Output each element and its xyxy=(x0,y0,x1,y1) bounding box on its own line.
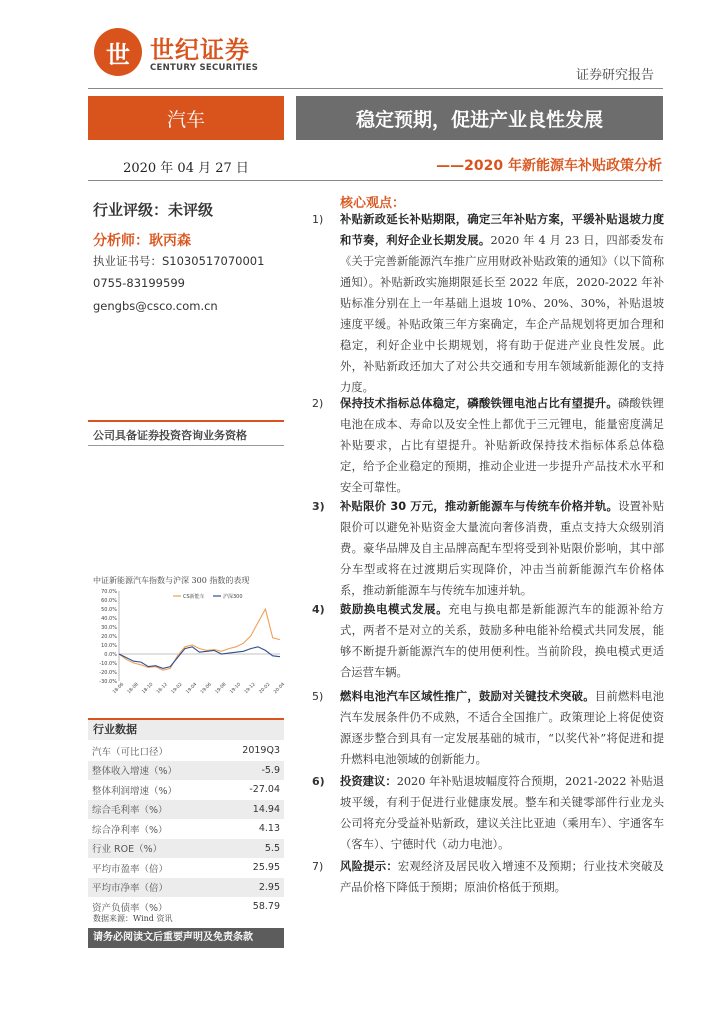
x-tick-label: 18-06 xyxy=(112,682,126,696)
y-tick-label: 50.0% xyxy=(101,607,117,613)
point-highlight: 燃料电池汽车区域性推广，鼓励对关键技术突破。 xyxy=(340,690,595,703)
y-tick-label: 0.0% xyxy=(104,652,117,658)
row-label: 行业 ROE（%） xyxy=(88,839,219,859)
x-tick-label: 18-10 xyxy=(141,682,155,696)
series-line-0 xyxy=(119,609,280,670)
table-row xyxy=(88,780,284,800)
row-value: 58.79 xyxy=(252,901,280,913)
row-label: 综合毛利率（%） xyxy=(88,800,219,820)
qualification-top-rule xyxy=(88,420,284,422)
point-number: 7) xyxy=(312,860,324,873)
row-label: 整体收入增速（%） xyxy=(88,761,219,781)
point-highlight: 补贴新政延长补贴期限，确定三年补贴方案，平缓补贴退坡力度和节奏，利好企业长期发展。 xyxy=(340,213,664,247)
y-tick-label: 30.0% xyxy=(101,625,117,631)
point-2 xyxy=(312,393,664,498)
point-text: 宏观经济及居民收入增速不及预期；行业技术突破及产品价格下降低于预期；原油价格低于预期。 xyxy=(340,860,664,894)
point-3 xyxy=(312,496,664,601)
point-highlight: 保持技术指标总体稳定，磷酸铁锂电池占比有望提升。 xyxy=(340,397,618,410)
point-text: 磷酸铁锂电池在成本、寿命以及安全性上都优于三元锂电，能量密度满足补贴要求，占比有望提升。补贴新政保持技术指标体系总体稳定，给予企业稳定的预期，推动企业进一步提升产品技术水平和安全可靠性。 xyxy=(340,397,664,494)
logo-glyph: 世 xyxy=(106,40,130,69)
point-text: 充电与换电都是新能源汽车的能源补给方式，两者不是对立的关系，鼓励多种电能补给模式共同发展，能够不断提升新能源汽车的使用便利性。当前阶段，换电模式更适合运营车辆。 xyxy=(340,603,664,679)
table-row xyxy=(88,858,284,878)
point-highlight: 风险提示： xyxy=(340,860,398,873)
report-date: 2020 年 04 月 27 日 xyxy=(123,161,249,176)
row-label: 资产负债率（%） xyxy=(92,902,168,914)
point-text: 2020 年 4 月 23 日，四部委发布《关于完善新能源汽车推广应用财政补贴政策的通知》（以下简称通知）。补贴新政实施期限延长至 2022 年底，2020-2022 年补贴标准分别在上一年基础上退坡 10%、20%、30%，补贴退坡速度平缓。补贴政策三年方案确定，车企产品规划将更加合理和稳定，利好企业中长期规划，将有助于促进产业良性发展。此外，补贴新政还加大了对公共交通和专用车领域新能源化的支持力度。 xyxy=(340,234,664,394)
data-source: 数据来源：Wind 资讯 xyxy=(93,914,173,923)
row-value: 25.95 xyxy=(252,862,280,874)
point-number: 3) xyxy=(312,500,325,513)
y-tick-label: -10.0% xyxy=(99,661,117,667)
chart-title: 中证新能源汽车指数与沪深 300 指数的表现 xyxy=(93,576,250,585)
point-7 xyxy=(312,856,664,898)
point-number: 6) xyxy=(312,775,325,788)
point-number: 2) xyxy=(312,397,324,410)
qualification-bottom-rule xyxy=(88,445,284,446)
row-label: 平均市净率（倍） xyxy=(88,878,219,898)
table-row xyxy=(88,819,284,839)
point-1 xyxy=(312,209,664,398)
point-number: 1) xyxy=(312,213,324,226)
header-divider xyxy=(88,88,663,89)
x-tick-label: 18-12 xyxy=(156,682,169,696)
x-tick-label: 20-02 xyxy=(258,682,272,696)
table-row xyxy=(88,839,284,859)
x-tick-label: 18-08 xyxy=(126,682,140,696)
x-tick-label: 19-10 xyxy=(229,682,243,696)
row-value: 14.94 xyxy=(219,800,284,820)
table-row xyxy=(88,800,284,820)
y-tick-label: -20.0% xyxy=(99,670,117,676)
point-number: 4) xyxy=(312,603,325,616)
chart-svg xyxy=(93,587,287,697)
row-value: 2019Q3 xyxy=(242,745,280,757)
x-tick-label: 19-06 xyxy=(200,682,213,696)
y-tick-label: 10.0% xyxy=(101,643,117,649)
x-tick-label: 19-04 xyxy=(185,682,199,696)
x-tick-label: 19-12 xyxy=(243,682,257,696)
qualification-statement: 公司具备证券投资咨询业务资格 xyxy=(93,429,247,442)
x-tick-label: 19-02 xyxy=(170,682,184,696)
row-value: 5.5 xyxy=(219,839,284,859)
point-5 xyxy=(312,686,664,770)
legend-label: 沪深300 xyxy=(223,594,243,600)
report-title: 稳定预期，促进产业良性发展 xyxy=(296,96,663,140)
table-row xyxy=(88,878,284,898)
disclaimer-notice: 请务必阅读文后重要声明及免责条款 xyxy=(88,928,284,948)
row-value: -5.9 xyxy=(219,761,284,781)
row-label: 整体利润增速（%） xyxy=(92,785,178,797)
point-text: 设置补贴限价可以避免补贴资金大量流向奢侈消费，重点支持大众级别消费。豪华品牌及自主品牌高配车型将受到补贴限价影响，其中部分车型或将在过渡期后实现降价，冲击当前新能源汽车价格体系，推动新能源车与传统车加速并轨。 xyxy=(340,500,664,597)
report-type: 证券研究报告 xyxy=(575,68,654,83)
logo-cn-name: 世纪证券 xyxy=(150,36,250,64)
company-logo xyxy=(94,28,142,76)
license-number: 执业证书号：S1030517070001 xyxy=(93,254,265,268)
x-tick-label: 19-08 xyxy=(214,682,228,696)
date-divider xyxy=(88,180,663,181)
y-tick-label: -30.0% xyxy=(99,679,117,685)
point-number: 5) xyxy=(312,690,324,703)
point-highlight: 投资建议： xyxy=(340,775,397,788)
row-label: 平均市盈率（倍） xyxy=(92,863,169,875)
analyst-email: gengbs@csco.com.cn xyxy=(93,299,218,313)
point-text: 2020 年补贴退坡幅度符合预期，2021-2022 补贴退坡平缓，有利于促进行业健康发展。整车和关键零部件行业龙头公司将充分受益补贴新政，建议关注比亚迪（乘用车）、宇通客车（客车）、宁德时代（动力电池）。 xyxy=(340,775,664,851)
point-text: 目前燃料电池汽车发展条件仍不成熟，不适合全国推广。政策理论上将促使资源逐步整合到具有一定发展基础的城市，“以奖代补”将促进和提升燃料电池领域的创新能力。 xyxy=(340,690,664,766)
y-tick-label: 40.0% xyxy=(101,616,117,622)
row-label: 汽车（可比口径） xyxy=(92,746,169,758)
row-label: 综合净利率（%） xyxy=(92,824,168,836)
core-views-heading: 核心观点： xyxy=(340,196,406,211)
legend-label: CS新能车 xyxy=(183,594,205,600)
y-tick-label: 70.0% xyxy=(101,589,117,595)
point-6 xyxy=(312,771,664,855)
report-subtitle: ——2020 年新能源车补贴政策分析 xyxy=(436,158,662,174)
point-highlight: 鼓励换电模式发展。 xyxy=(340,603,449,616)
industry-data-table xyxy=(88,741,284,917)
table-row xyxy=(88,761,284,781)
row-value: 4.13 xyxy=(258,823,280,835)
y-tick-label: 60.0% xyxy=(101,598,117,604)
point-4 xyxy=(312,599,664,683)
row-value: 2.95 xyxy=(219,878,284,898)
industry-data-title: 行业数据 xyxy=(88,718,284,740)
industry-rating: 行业评级：未评级 xyxy=(93,201,214,219)
x-tick-label: 20-04 xyxy=(273,682,287,696)
index-performance-chart xyxy=(93,587,287,697)
y-tick-label: 20.0% xyxy=(101,634,117,640)
logo-en-name: CENTURY SECURITIES xyxy=(150,63,259,73)
sector-label: 汽车 xyxy=(88,96,284,140)
analyst-phone: 0755-83199599 xyxy=(93,276,185,290)
table-row xyxy=(88,741,284,761)
row-value: -27.04 xyxy=(249,784,280,796)
analyst-name: 分析师：耿丙森 xyxy=(93,233,191,249)
point-highlight: 补贴限价 30 万元，推动新能源车与传统车价格并轨。 xyxy=(340,500,619,513)
